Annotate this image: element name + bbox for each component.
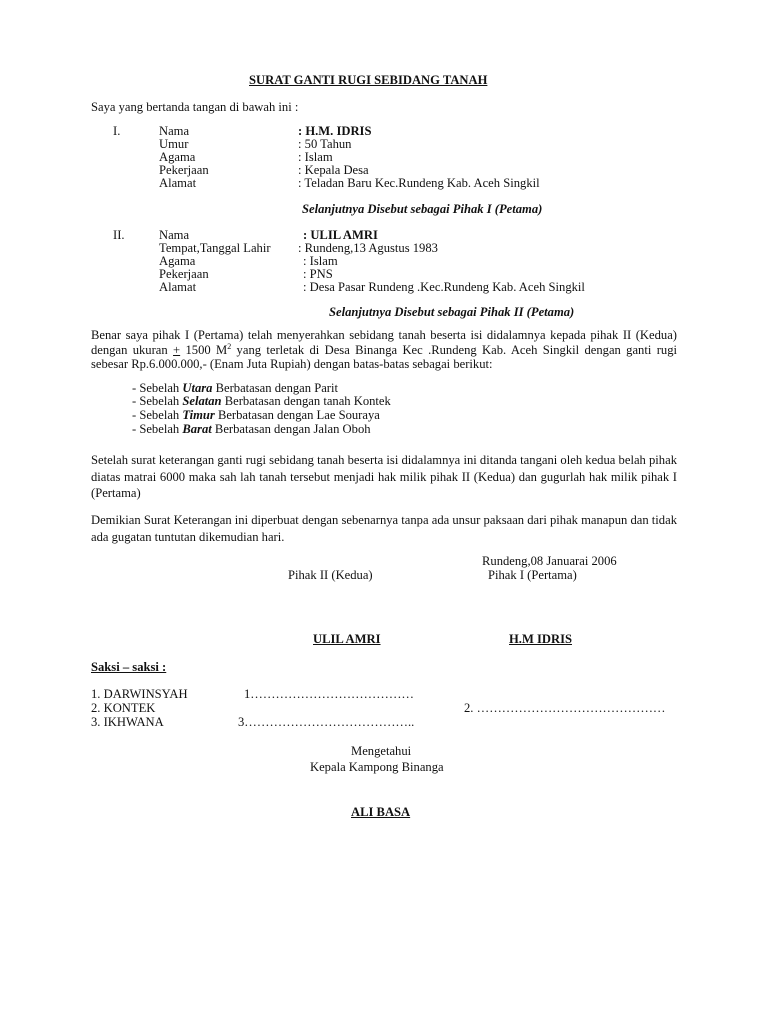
witness-3-name: 3. IKHWANA bbox=[91, 715, 164, 729]
party2-birth-value: : Rundeng,13 Agustus 1983 bbox=[298, 241, 438, 255]
party1-number: I. bbox=[113, 124, 121, 138]
party2-number: II. bbox=[113, 228, 125, 242]
witness-3-signature-line: 3………………………………….. bbox=[238, 715, 415, 729]
border-text: Berbatasan dengan Jalan Oboh bbox=[211, 422, 371, 436]
signer-right-role: Pihak I (Pertama) bbox=[488, 568, 577, 582]
transfer-text-end: yang terletak di Desa Binanga Kec .Rundeng Kab. Aceh Singkil dengan ganti rugi sebesar Rp.6.000.000,- (Enam Juta Rupiah) dengan batas-batas sebagai berikut: bbox=[91, 342, 677, 371]
transfer-paragraph bbox=[91, 328, 677, 372]
place-date: Rundeng,08 Januarai 2006 bbox=[482, 554, 617, 568]
border-prefix: - Sebelah bbox=[132, 381, 183, 395]
border-direction: Selatan bbox=[182, 394, 222, 408]
party2-address-value: : Desa Pasar Rundeng .Kec.Rundeng Kab. Aceh Singkil bbox=[303, 280, 585, 294]
border-text: Berbatasan dengan Parit bbox=[212, 381, 338, 395]
party1-address-label: Alamat bbox=[159, 176, 197, 190]
border-text: Berbatasan dengan Lae Souraya bbox=[214, 408, 380, 422]
square-superscript: 2 bbox=[227, 341, 232, 351]
signer-left-name: ULIL AMRI bbox=[313, 632, 381, 646]
party2-job-value: : PNS bbox=[303, 267, 333, 281]
party1-religion-label: Agama bbox=[159, 150, 196, 164]
intro-text: Saya yang bertanda tangan di bawah ini : bbox=[91, 100, 299, 114]
border-north bbox=[132, 381, 338, 395]
signer-left-role: Pihak II (Kedua) bbox=[288, 568, 373, 582]
party2-religion-value: : Islam bbox=[303, 254, 338, 268]
border-direction: Utara bbox=[182, 381, 213, 395]
party1-designation: Selanjutnya Disebut sebagai Pihak I (Petama) bbox=[302, 202, 543, 216]
village-head-name: ALI BASA bbox=[351, 805, 411, 819]
party2-name-label: Nama bbox=[159, 228, 190, 242]
document-title: SURAT GANTI RUGI SEBIDANG TANAH bbox=[249, 73, 488, 87]
plus-minus-sign: + bbox=[173, 342, 181, 357]
border-east bbox=[132, 408, 380, 422]
party1-job-label: Pekerjaan bbox=[159, 163, 209, 177]
border-prefix: - Sebelah bbox=[132, 394, 183, 408]
closing-paragraph: Demikian Surat Keterangan ini diperbuat dengan sebenarnya tanpa ada unsur paksaan dari pihak manapun dan tidak ada gugatan tuntutan dikemudian hari. bbox=[91, 513, 677, 544]
witness-heading: Saksi – saksi : bbox=[91, 660, 167, 674]
land-size: 1500 M bbox=[180, 342, 228, 357]
acknowledge-label: Mengetahui bbox=[351, 744, 412, 758]
party1-name-label: Nama bbox=[159, 124, 190, 138]
party2-job-label: Pekerjaan bbox=[159, 267, 209, 281]
border-direction: Timur bbox=[182, 408, 215, 422]
border-text: Berbatasan dengan tanah Kontek bbox=[221, 394, 391, 408]
border-direction: Barat bbox=[182, 422, 212, 436]
witness-1-name: 1. DARWINSYAH bbox=[91, 687, 188, 701]
border-prefix: - Sebelah bbox=[132, 408, 183, 422]
party2-designation: Selanjutnya Disebut sebagai Pihak II (Petama) bbox=[329, 305, 575, 319]
party1-name-value: : H.M. IDRIS bbox=[298, 124, 372, 138]
party1-age-label: Umur bbox=[159, 137, 189, 151]
party2-address-label: Alamat bbox=[159, 280, 197, 294]
border-prefix: - Sebelah bbox=[132, 422, 183, 436]
ownership-paragraph: Setelah surat keterangan ganti rugi sebidang tanah beserta isi didalamnya ini ditanda tangani oleh kedua belah pihak diatas matrai 6000 maka sah lah tanah tersebut menjadi hak milik pihak II (Kedua) dan gugurlah hak milik pihak I (Pertama) bbox=[91, 453, 677, 500]
border-west bbox=[132, 422, 371, 436]
party2-birth-label: Tempat,Tanggal Lahir bbox=[159, 241, 271, 255]
party1-age-value: : 50 Tahun bbox=[298, 137, 352, 151]
party1-job-value: : Kepala Desa bbox=[298, 163, 369, 177]
party2-name-value: : ULIL AMRI bbox=[303, 228, 378, 242]
transfer-text-start: Benar saya pihak I (Pertama) telah menyerahkan sebidang tanah beserta isi didalamnya kepada pihak II (Kedua) dengan ukuran bbox=[91, 328, 677, 357]
border-south bbox=[132, 394, 391, 408]
party1-religion-value: : Islam bbox=[298, 150, 333, 164]
party2-religion-label: Agama bbox=[159, 254, 196, 268]
signer-right-name: H.M IDRIS bbox=[509, 632, 572, 646]
witness-1-signature-line: 1………………………………… bbox=[244, 687, 415, 701]
village-head-title: Kepala Kampong Binanga bbox=[310, 760, 444, 774]
witness-2-signature-line: 2. ……………………………………… bbox=[464, 701, 666, 715]
party1-address-value: : Teladan Baru Kec.Rundeng Kab. Aceh Singkil bbox=[298, 176, 540, 190]
witness-2-name: 2. KONTEK bbox=[91, 701, 156, 715]
